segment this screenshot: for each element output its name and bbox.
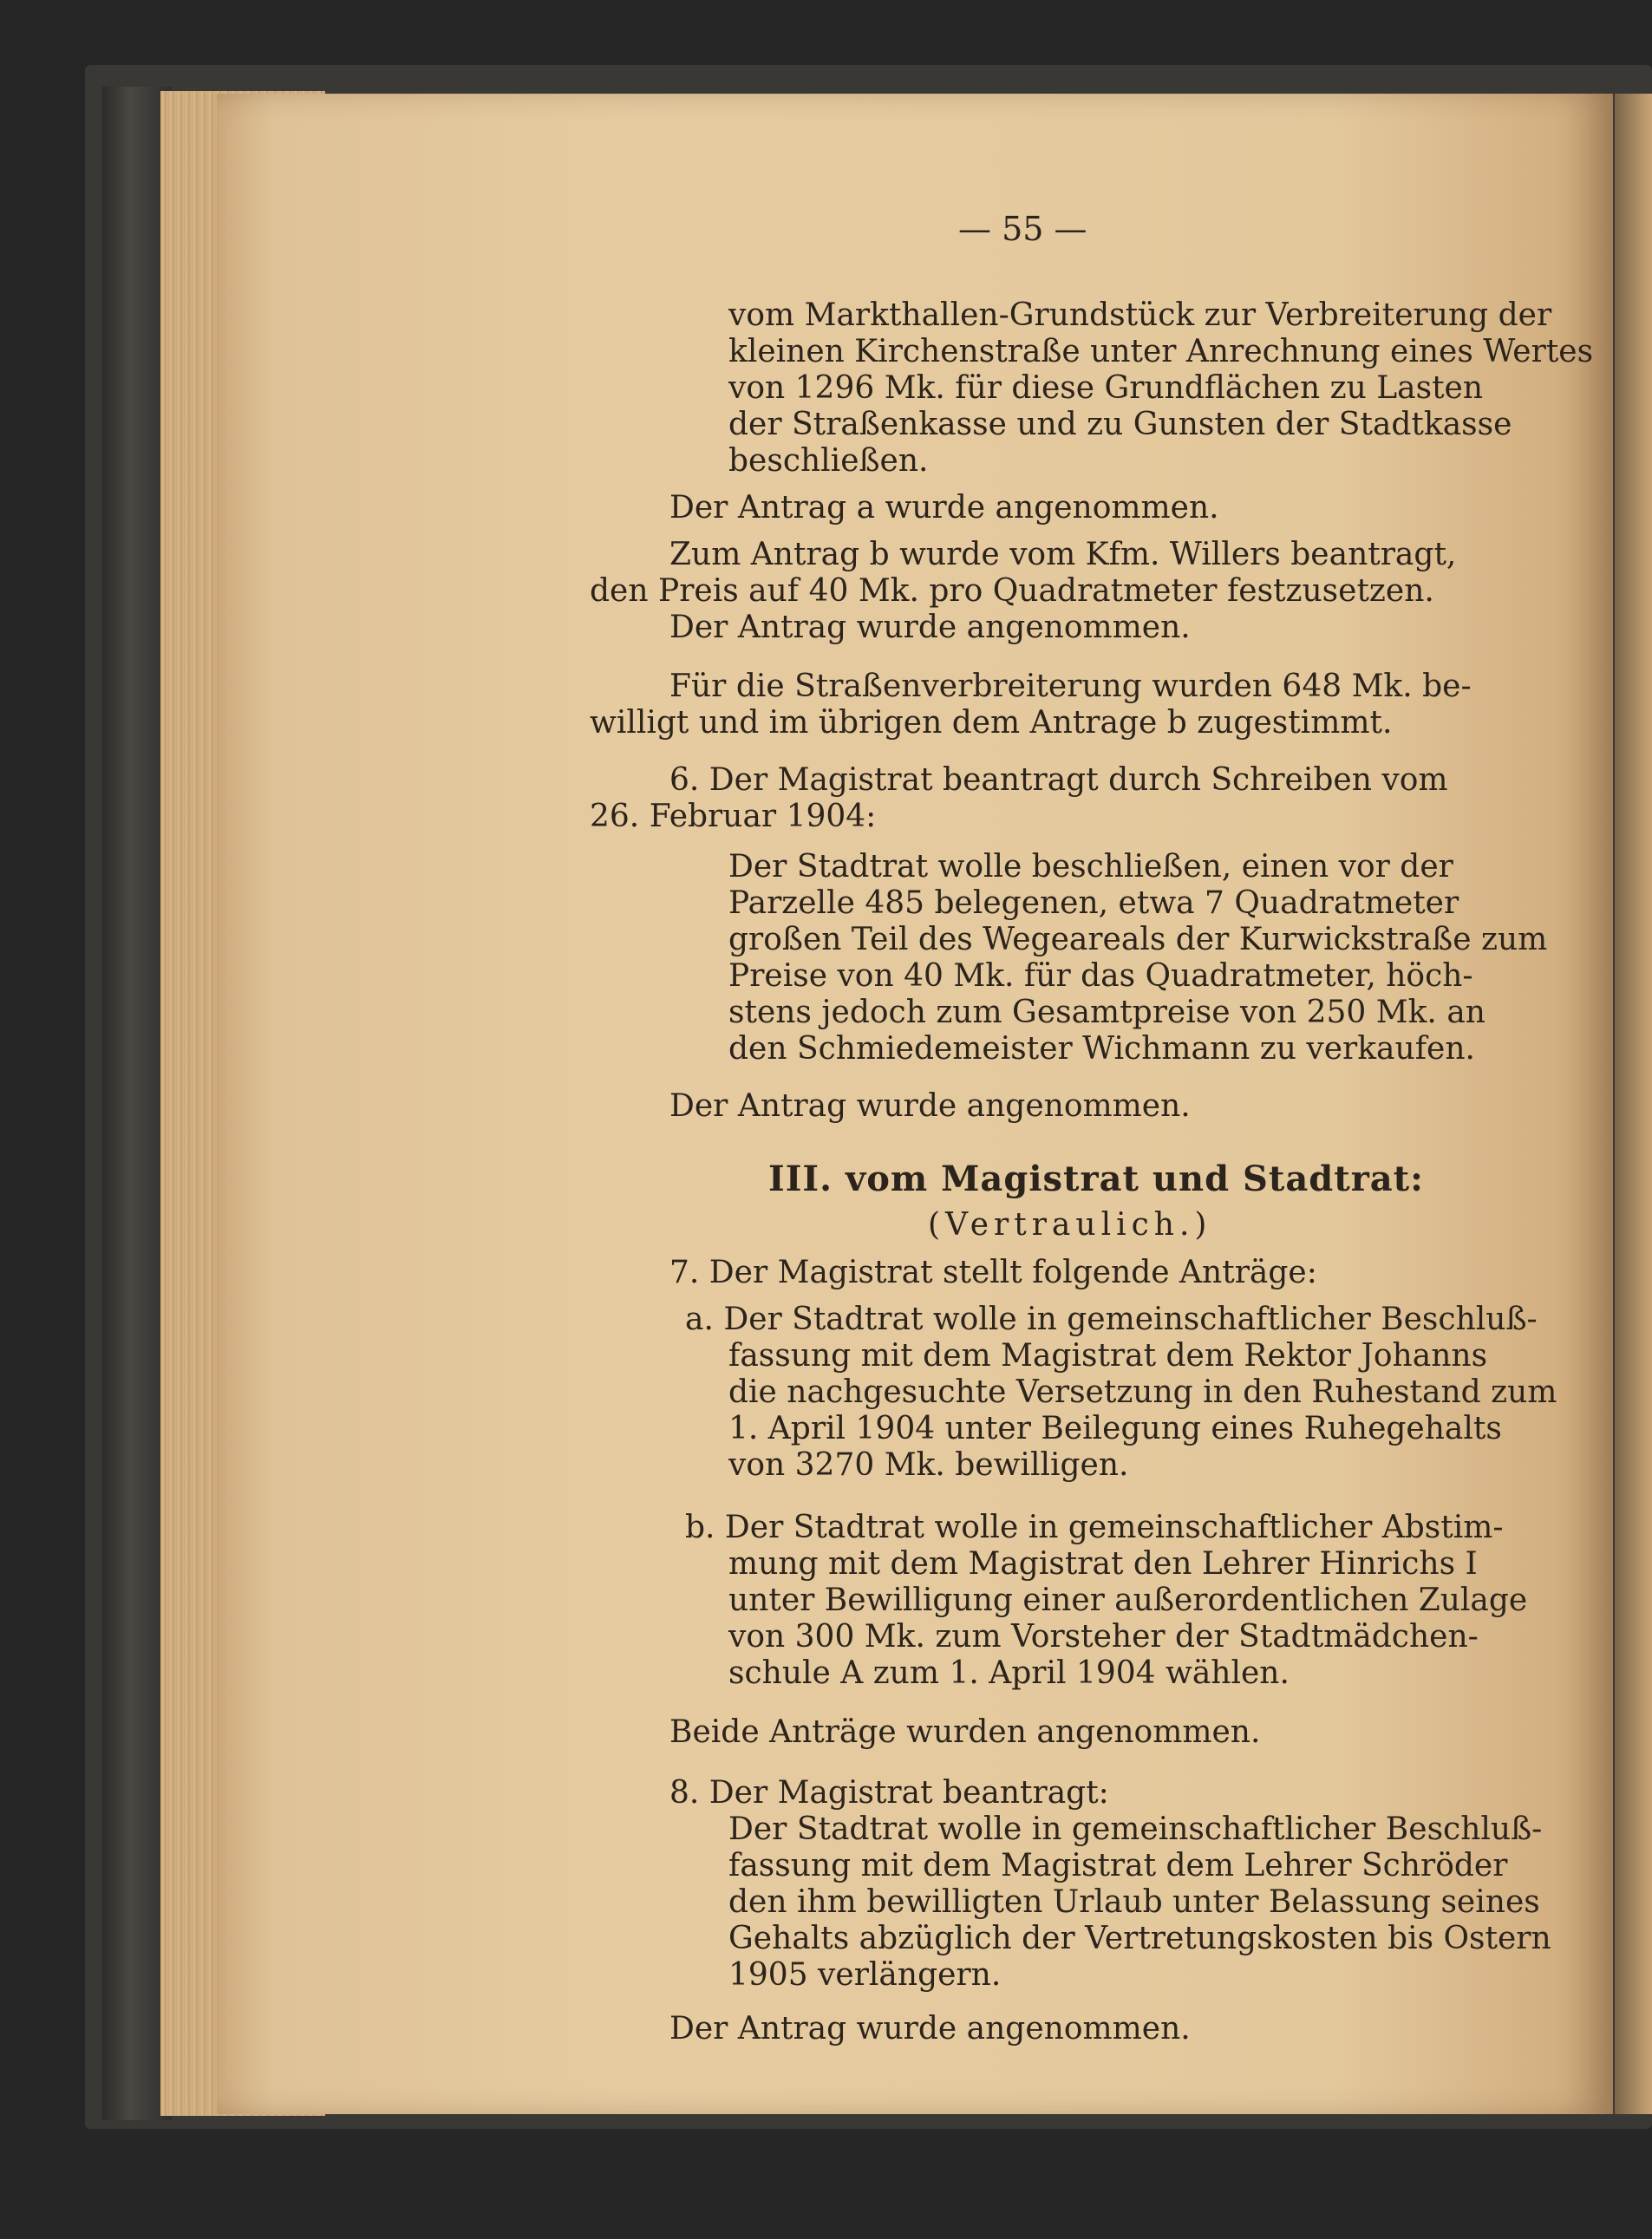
section-subheading: (Vertraulich.)	[928, 1207, 1212, 1243]
text-line: stens jedoch zum Gesamtpreise von 250 Mk. an	[728, 995, 1485, 1030]
text-line: der Straßenkasse und zu Gunsten der Stadtkasse	[728, 407, 1512, 442]
text-line: mung mit dem Magistrat den Lehrer Hinrichs I	[728, 1546, 1478, 1582]
text-line: Gehalts abzüglich der Vertretungskosten bis Ostern	[728, 1921, 1551, 1956]
text-line: kleinen Kirchenstraße unter Anrechnung eines Wertes	[728, 334, 1594, 369]
text-line: großen Teil des Wegeareals der Kurwickstraße zum	[728, 922, 1548, 957]
text-line: 1. April 1904 unter Beilegung eines Ruhegehalts	[728, 1411, 1502, 1446]
text-line: 6. Der Magistrat beantragt durch Schreiben vom	[669, 762, 1448, 798]
text-line: Der Stadtrat wolle in gemeinschaftlicher Beschluß-	[728, 1811, 1543, 1847]
text-line: beschließen.	[728, 443, 929, 479]
text-line: 7. Der Magistrat stellt folgende Anträge:	[669, 1255, 1317, 1290]
text-line: Für die Straßenverbreiterung wurden 648 Mk. be-	[669, 669, 1472, 704]
text-line: Der Antrag wurde angenommen.	[669, 610, 1191, 645]
text-line: Beide Anträge wurden angenommen.	[669, 1714, 1261, 1750]
text-line: 1905 verlängern.	[728, 1957, 1002, 1993]
section-heading: III. vom Magistrat und Stadtrat:	[768, 1159, 1424, 1199]
text-line: 8. Der Magistrat beantragt:	[669, 1775, 1109, 1811]
text-line: Zum Antrag b wurde vom Kfm. Willers beantragt,	[669, 537, 1457, 572]
text-line: Parzelle 485 belegenen, etwa 7 Quadratmeter	[728, 885, 1459, 921]
text-line: die nachgesuchte Versetzung in den Ruhestand zum	[728, 1374, 1557, 1410]
text-line: vom Markthallen-Grundstück zur Verbreiterung der	[728, 297, 1552, 333]
text-line: fassung mit dem Magistrat dem Lehrer Schröder	[728, 1848, 1508, 1883]
text-line: Preise von 40 Mk. für das Quadratmeter, höch-	[728, 958, 1473, 994]
text-line: von 3270 Mk. bewilligen.	[728, 1447, 1129, 1483]
text-line: willigt und im übrigen dem Antrage b zugestimmt.	[590, 705, 1393, 741]
text-line: von 300 Mk. zum Vorsteher der Stadtmädchen-	[728, 1619, 1479, 1655]
text-line: a. Der Stadtrat wolle in gemeinschaftlicher Beschluß-	[685, 1302, 1538, 1337]
text-line: 26. Februar 1904:	[590, 799, 877, 834]
text-line: den ihm bewilligten Urlaub unter Belassung seines	[728, 1884, 1540, 1920]
text-line: den Schmiedemeister Wichmann zu verkaufen.	[728, 1031, 1475, 1067]
text-line: Der Antrag a wurde angenommen.	[669, 490, 1219, 525]
text-line: schule A zum 1. April 1904 wählen.	[728, 1655, 1290, 1691]
text-line: den Preis auf 40 Mk. pro Quadratmeter festzusetzen.	[590, 573, 1434, 609]
text-line: Der Stadtrat wolle beschließen, einen vor der	[728, 849, 1453, 885]
text-line: von 1296 Mk. für diese Grundflächen zu Lasten	[728, 370, 1484, 406]
text-line: fassung mit dem Magistrat dem Rektor Johanns	[728, 1338, 1488, 1374]
page-number: — 55 —	[958, 210, 1087, 248]
text-line: b. Der Stadtrat wolle in gemeinschaftlicher Abstim-	[685, 1510, 1504, 1545]
text-line: Der Antrag wurde angenommen.	[669, 2011, 1191, 2046]
text-line: Der Antrag wurde angenommen.	[669, 1088, 1191, 1124]
text-line: unter Bewilligung einer außerordentlichen Zulage	[728, 1583, 1528, 1618]
